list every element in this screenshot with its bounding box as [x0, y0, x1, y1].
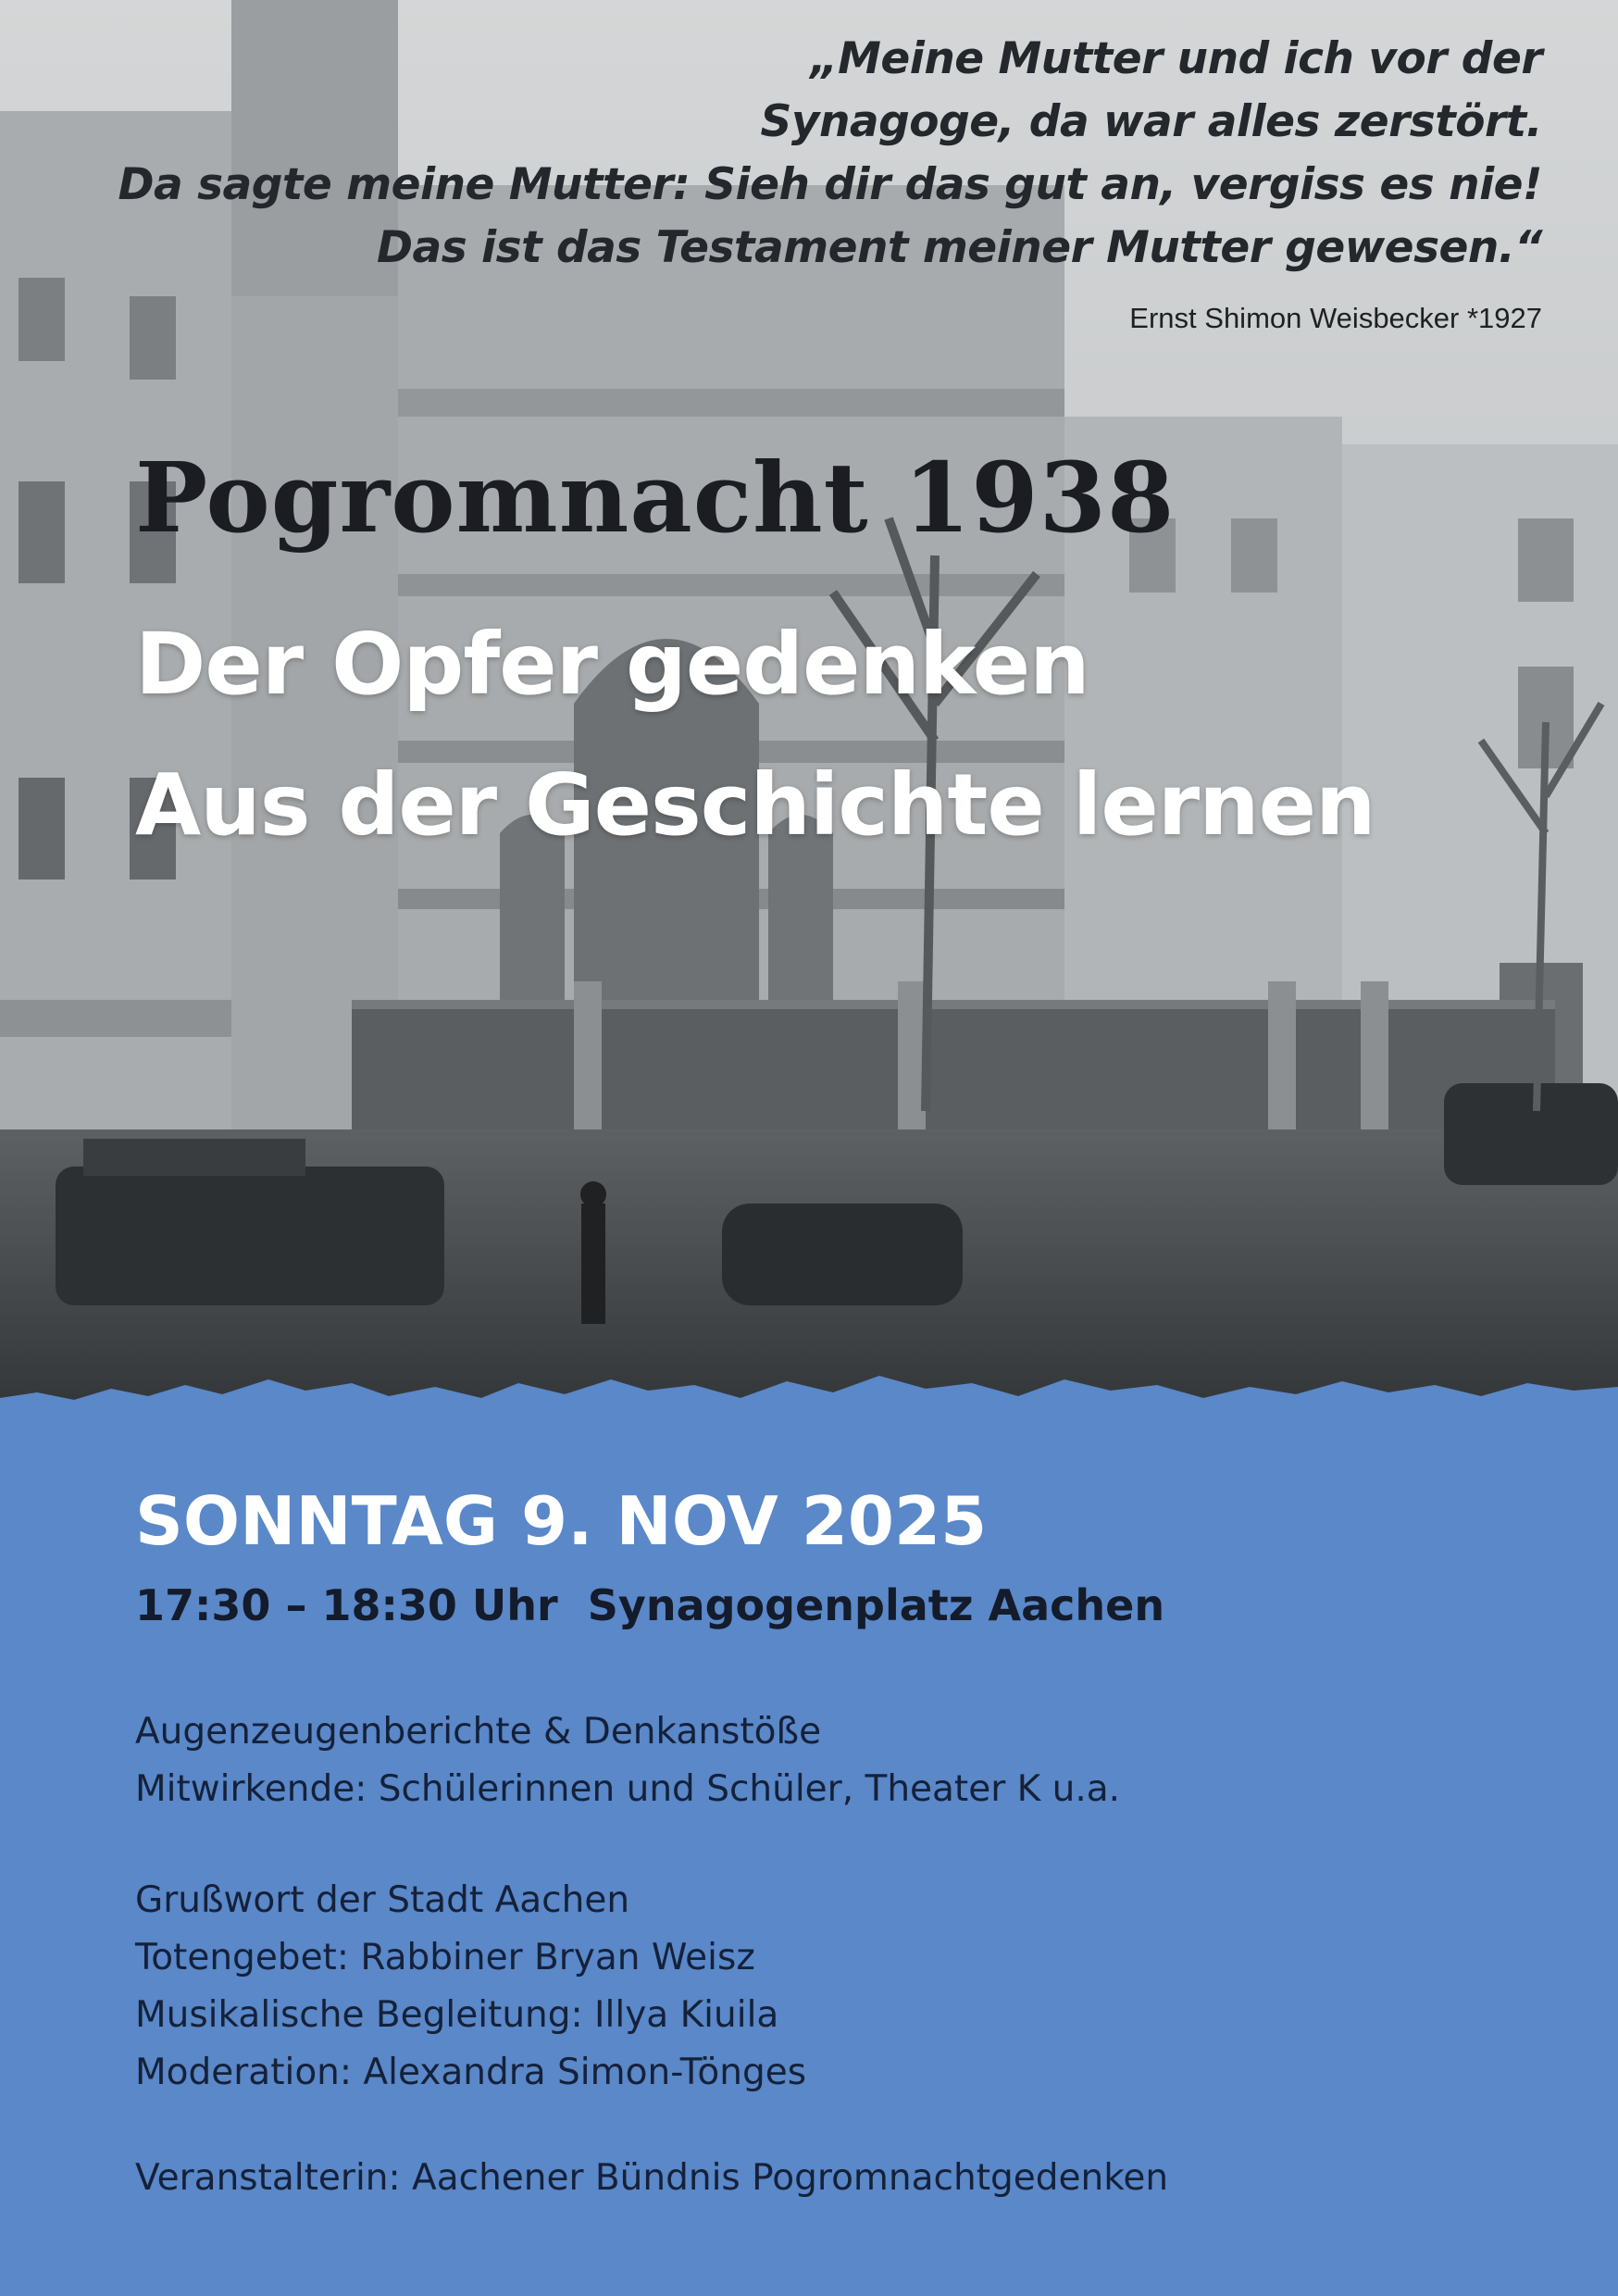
program-line: Musikalische Begleitung: Illya Kiuila [135, 1994, 779, 2036]
quote-line: Das ist das Testament meiner Mutter gewesen.“ [376, 222, 1542, 273]
poster-subtitle-learn: Aus der Geschichte lernen [135, 755, 1375, 855]
poster-subtitle-remember: Der Opfer gedenken [135, 615, 1089, 714]
organizer: Veranstalterin: Aachener Bündnis Pogromnachtgedenken [135, 2157, 1169, 2199]
event-time-location: 17:30 – 18:30 Uhr Synagogenplatz Aachen [135, 1580, 1165, 1630]
event-date: SONNTAG 9. NOV 2025 [135, 1482, 988, 1560]
program-block-1 [135, 1703, 1120, 1818]
program-line: Augenzeugenberichte & Denkanstöße [135, 1711, 822, 1753]
quote-line: Synagoge, da war alles zerstört. [760, 96, 1542, 147]
quote-line: Da sagte meine Mutter: Sieh dir das gut an, vergiss es nie! [118, 159, 1542, 210]
program-line: Mitwirkende: Schülerinnen und Schüler, Theater K u.a. [135, 1768, 1121, 1810]
program-line: Totengebet: Rabbiner Bryan Weisz [135, 1937, 755, 1978]
quote-line: „Meine Mutter und ich vor der [810, 33, 1542, 84]
eyewitness-quote [43, 28, 1542, 280]
poster-title: Pogromnacht 1938 [135, 441, 1176, 555]
program-block-2 [135, 1872, 806, 2102]
torn-paper-edge [0, 1342, 1618, 1472]
program-line: Grußwort der Stadt Aachen [135, 1879, 630, 1921]
program-line: Moderation: Alexandra Simon-Tönges [135, 2052, 807, 2093]
quote-author: Ernst Shimon Weisbecker *1927 [1129, 302, 1542, 334]
